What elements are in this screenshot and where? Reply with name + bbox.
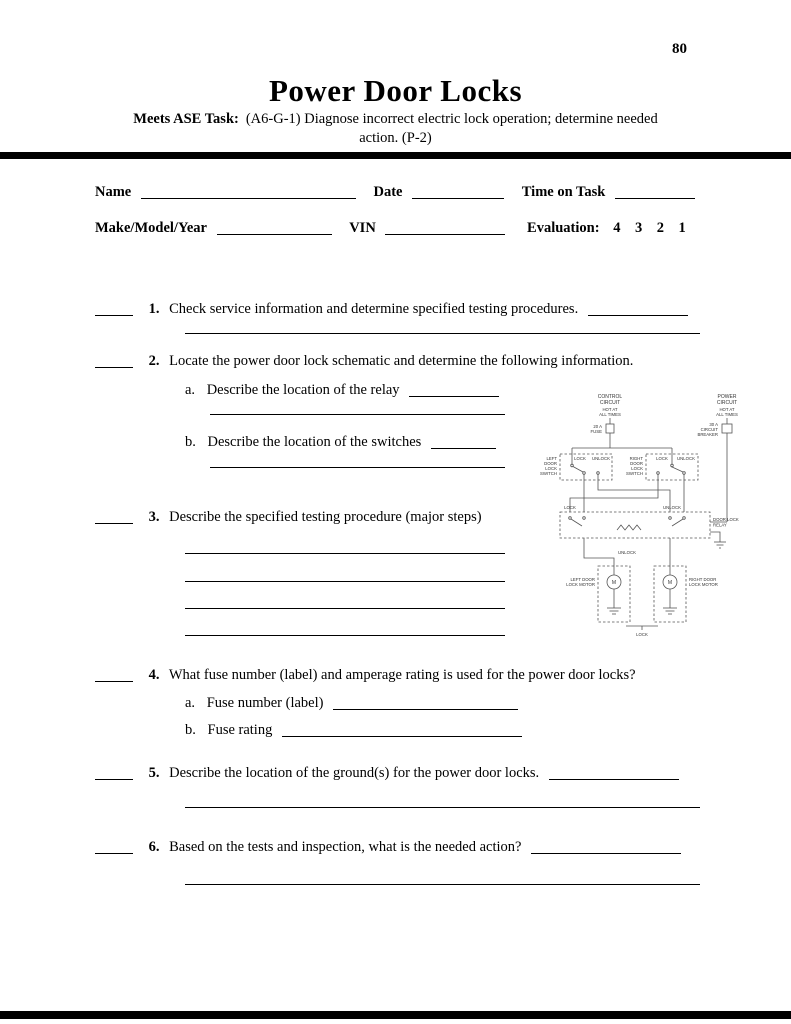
svg-text:FUSE: FUSE <box>590 429 602 434</box>
question-6-answer-blank <box>531 842 681 854</box>
page-title: Power Door Locks <box>268 73 523 108</box>
question-3-answer-line-4 <box>185 635 505 636</box>
evaluation-label: Evaluation: <box>527 220 600 236</box>
question-5-check-blank <box>95 768 133 780</box>
right-switch-label: RIGHT <box>629 456 643 461</box>
question-4a-letter: a. <box>185 695 196 711</box>
question-2b-answer-line <box>210 467 505 468</box>
circuit-breaker-symbol <box>722 424 732 433</box>
left-switch-label: LEFT <box>546 456 557 461</box>
question-3-answer-line-3 <box>185 608 505 609</box>
hot-at-all-times-left: HOT AT <box>602 407 618 412</box>
left-switch-lock-label: LOCK <box>574 456 586 461</box>
bottom-lock-label: LOCK <box>636 632 648 637</box>
question-4b-answer-blank <box>282 725 522 737</box>
time-on-task-blank <box>615 187 695 199</box>
control-circuit-label: CONTROL <box>597 394 623 400</box>
question-2b-letter: b. <box>185 434 196 450</box>
relay-lock-label: LOCK <box>564 505 576 510</box>
time-on-task-label: Time on Task <box>521 184 606 200</box>
question-4-number: 4. <box>148 667 160 683</box>
evaluation-scale: 4 3 2 1 <box>613 220 686 236</box>
ase-task-label: Meets ASE Task: <box>133 111 239 127</box>
question-2a-answer-line <box>210 414 505 415</box>
question-1-answer-blank <box>588 304 688 316</box>
svg-text:DOOR: DOOR <box>544 461 557 466</box>
fuse-label: 20 A <box>593 424 602 429</box>
svg-text:CIRCUIT: CIRCUIT <box>700 427 718 432</box>
question-5 <box>95 764 679 782</box>
question-2a-answer-blank <box>409 385 499 397</box>
question-4-text: What fuse number (label) and amperage rating is used for the power door locks? <box>168 667 636 683</box>
question-2-check-blank <box>95 356 133 368</box>
svg-text:CIRCUIT: CIRCUIT <box>599 400 621 406</box>
question-4a-answer-blank <box>333 698 518 710</box>
name-row <box>95 183 695 201</box>
question-6-check-blank <box>95 842 133 854</box>
fuse-symbol <box>606 424 614 433</box>
top-rule <box>0 152 791 159</box>
svg-text:LOCK MOTOR: LOCK MOTOR <box>689 582 718 587</box>
hot-at-all-times-right: HOT AT <box>719 407 735 412</box>
question-5-number: 5. <box>148 765 160 781</box>
svg-text:RELAY: RELAY <box>713 522 727 528</box>
relay-coil-symbol <box>617 525 641 530</box>
vin-label: VIN <box>349 220 376 236</box>
ase-task-line-1 <box>0 110 791 128</box>
left-motor-letter: M <box>611 580 617 586</box>
ground-symbol <box>714 542 726 548</box>
right-switch-unlock-label: UNLOCK <box>677 456 695 461</box>
question-2b <box>185 433 496 451</box>
question-2a-text: Describe the location of the relay <box>206 382 400 398</box>
question-3 <box>95 508 482 526</box>
question-3-number: 3. <box>148 509 160 525</box>
date-blank <box>412 187 504 199</box>
breaker-label: 30 A <box>709 422 718 427</box>
page-number: 80 <box>672 41 687 57</box>
make-model-year-blank <box>217 223 332 235</box>
vin-blank <box>385 223 505 235</box>
left-switch-unlock-label: UNLOCK <box>592 456 610 461</box>
question-2b-text: Describe the location of the switches <box>207 434 422 450</box>
question-1-check-blank <box>95 304 133 316</box>
ase-task-line-2: action. (P-2) <box>359 130 432 146</box>
door-lock-relay-box <box>560 512 710 538</box>
question-4a <box>185 694 518 712</box>
svg-text:ALL TIMES: ALL TIMES <box>716 412 738 417</box>
question-1-text: Check service information and determine specified testing procedures. <box>169 301 579 317</box>
svg-text:SWITCH: SWITCH <box>540 471 557 476</box>
left-motor-label: LEFT DOOR <box>570 577 595 582</box>
question-2-number: 2. <box>148 353 160 369</box>
question-6-number: 6. <box>148 839 160 855</box>
power-circuit-label: POWER <box>717 394 737 400</box>
name-label: Name <box>95 184 132 200</box>
svg-text:LOCK: LOCK <box>631 466 643 471</box>
name-blank <box>141 187 356 199</box>
question-5-text: Describe the location of the ground(s) for the power door locks. <box>169 765 540 781</box>
question-4b-letter: b. <box>185 722 196 738</box>
make-model-year-label: Make/Model/Year <box>95 220 207 236</box>
question-5-answer-line <box>185 807 700 808</box>
diagram-labels <box>540 394 739 637</box>
svg-text:BREAKER: BREAKER <box>697 432 718 437</box>
question-3-check-blank <box>95 512 133 524</box>
question-6-answer-line <box>185 884 700 885</box>
svg-text:CIRCUIT: CIRCUIT <box>716 400 738 406</box>
question-1-number: 1. <box>148 301 160 317</box>
question-6-text: Based on the tests and inspection, what is the needed action? <box>169 839 522 855</box>
question-4 <box>95 666 636 684</box>
question-2 <box>95 352 633 370</box>
question-4-check-blank <box>95 670 133 682</box>
right-switch-lock-label: LOCK <box>656 456 668 461</box>
question-4a-text: Fuse number (label) <box>206 695 324 711</box>
question-3-text: Describe the specified testing procedure (major steps) <box>169 509 482 525</box>
svg-text:DOOR: DOOR <box>630 461 643 466</box>
question-2a <box>185 381 499 399</box>
svg-text:LOCK: LOCK <box>545 466 557 471</box>
svg-text:ALL TIMES: ALL TIMES <box>599 412 621 417</box>
date-label: Date <box>373 184 403 200</box>
diagram-wires <box>560 418 732 630</box>
question-2-text: Locate the power door lock schematic and determine the following information. <box>169 353 634 369</box>
question-2b-answer-blank <box>431 437 496 449</box>
question-6 <box>95 838 681 856</box>
question-1 <box>95 300 688 318</box>
bottom-rule <box>0 1011 791 1019</box>
question-4b <box>185 721 522 739</box>
question-1-answer-line <box>185 333 700 334</box>
right-motor-label: RIGHT DOOR <box>689 577 717 582</box>
ase-task-text: (A6-G-1) Diagnose incorrect electric lock operation; determine needed <box>245 111 658 127</box>
vehicle-row <box>95 219 686 237</box>
question-5-answer-blank <box>549 768 679 780</box>
svg-text:LOCK MOTOR: LOCK MOTOR <box>566 582 595 587</box>
right-motor-letter: M <box>667 580 673 586</box>
question-3-answer-line-2 <box>185 581 505 582</box>
center-unlock-label: UNLOCK <box>618 550 636 555</box>
ground-symbol <box>607 608 621 614</box>
question-4b-text: Fuse rating <box>207 722 273 738</box>
question-2a-letter: a. <box>185 382 196 398</box>
ground-symbol <box>663 608 677 614</box>
question-3-answer-line-1 <box>185 553 505 554</box>
svg-text:SWITCH: SWITCH <box>626 471 643 476</box>
relay-unlock-label: UNLOCK <box>663 505 681 510</box>
power-door-lock-wiring-diagram <box>522 390 764 658</box>
door-lock-relay-label: DOOR LOCK <box>713 517 739 522</box>
